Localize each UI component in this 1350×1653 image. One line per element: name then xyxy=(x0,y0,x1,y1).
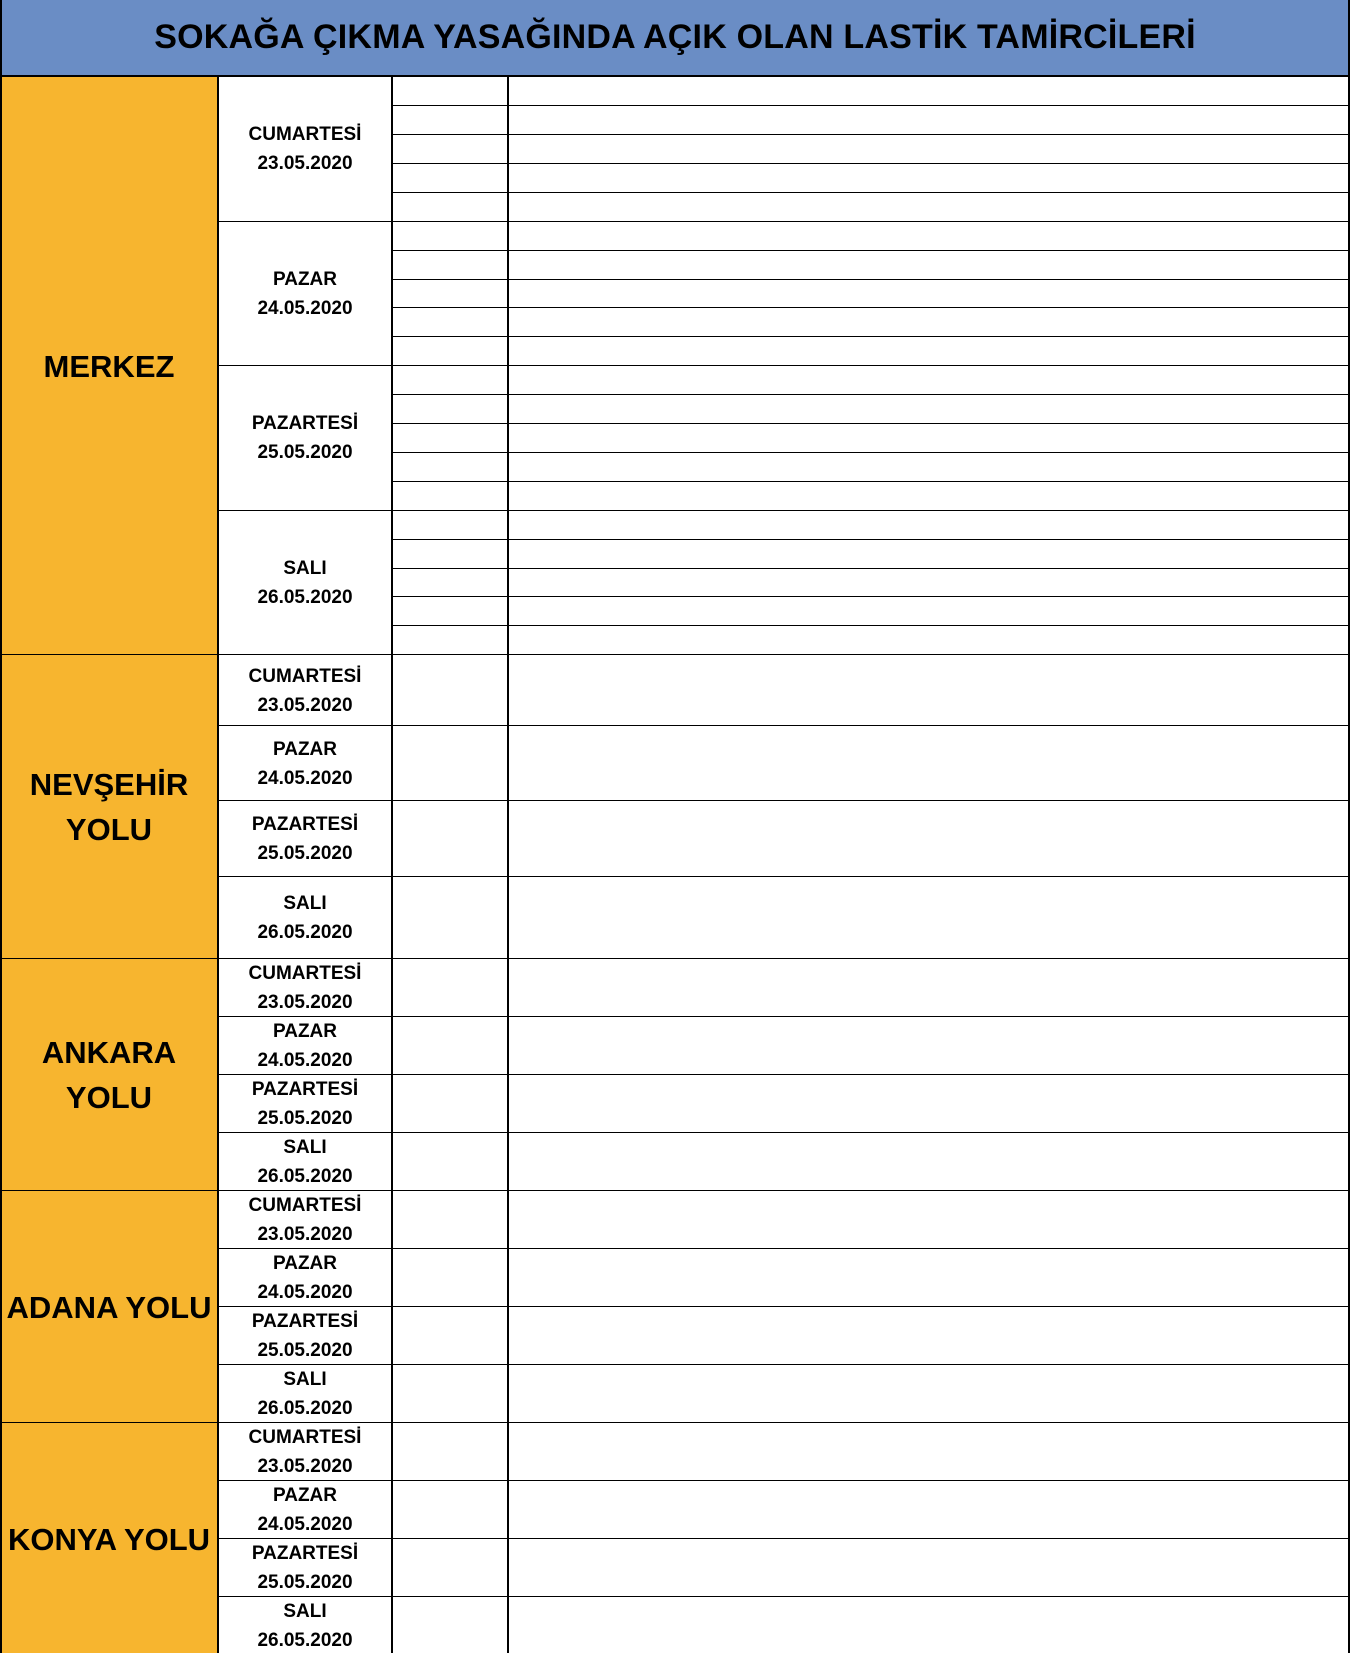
shop-number xyxy=(392,1191,508,1249)
shop-name xyxy=(508,106,1350,135)
row-divider xyxy=(218,1248,1350,1249)
day-name: PAZAR xyxy=(272,738,338,760)
day-name: PAZAR xyxy=(272,268,338,290)
shop-number xyxy=(392,726,508,801)
day-cell xyxy=(218,801,392,877)
shop-number xyxy=(392,366,508,395)
shop-name xyxy=(508,539,1350,568)
day-date: 25.05.2020 xyxy=(257,1572,353,1593)
shop-number xyxy=(392,308,508,337)
shop-name xyxy=(508,453,1350,482)
day-cell xyxy=(218,366,392,511)
day-date: 25.05.2020 xyxy=(257,843,353,864)
shop-number xyxy=(392,77,508,106)
day-cell xyxy=(218,1307,392,1365)
row-divider xyxy=(0,654,1350,655)
region-cell: ADANA YOLU xyxy=(0,1191,218,1423)
shop-number xyxy=(392,1423,508,1481)
shop-number xyxy=(392,1597,508,1653)
shop-name xyxy=(508,1075,1350,1133)
shop-number xyxy=(392,1481,508,1539)
shop-name xyxy=(508,337,1350,366)
shop-number xyxy=(392,626,508,655)
shop-number xyxy=(392,135,508,164)
shop-number xyxy=(392,164,508,193)
day-date: 26.05.2020 xyxy=(257,922,353,943)
shop-number xyxy=(392,395,508,424)
row-divider xyxy=(392,394,1350,395)
page-title: SOKAĞA ÇIKMA YASAĞINDA AÇIK OLAN LASTİK TAMİRCİLERİ xyxy=(0,0,1350,77)
day-date: 23.05.2020 xyxy=(257,153,353,175)
day-cell xyxy=(218,1365,392,1423)
shop-name xyxy=(508,279,1350,308)
shop-name xyxy=(508,726,1350,801)
day-date: 24.05.2020 xyxy=(257,1514,353,1535)
shop-name xyxy=(508,1423,1350,1481)
row-divider xyxy=(0,958,1350,959)
day-name: PAZARTESİ xyxy=(251,413,359,435)
row-divider xyxy=(392,134,1350,135)
column-divider xyxy=(0,77,2,1653)
shop-name xyxy=(508,250,1350,279)
shop-name xyxy=(508,626,1350,655)
shop-name xyxy=(508,135,1350,164)
day-cell xyxy=(218,1249,392,1307)
day-date: 26.05.2020 xyxy=(257,586,353,608)
shop-name xyxy=(508,877,1350,959)
column-divider xyxy=(507,77,509,1653)
day-cell xyxy=(218,1597,392,1653)
shop-name xyxy=(508,366,1350,395)
row-divider xyxy=(392,596,1350,597)
shop-name xyxy=(508,568,1350,597)
day-name: SALI xyxy=(283,557,327,579)
shop-name xyxy=(508,1597,1350,1653)
row-divider xyxy=(218,1364,1350,1365)
day-date: 23.05.2020 xyxy=(257,1224,353,1245)
shop-number xyxy=(392,1249,508,1307)
day-date: 26.05.2020 xyxy=(257,1166,353,1187)
region-cell: NEVŞEHİR YOLU xyxy=(0,655,218,959)
column-divider xyxy=(391,77,393,1653)
row-divider xyxy=(218,1306,1350,1307)
day-name: CUMARTESİ xyxy=(248,665,362,687)
shop-number xyxy=(392,801,508,877)
day-name: PAZAR xyxy=(272,1253,338,1274)
shop-number xyxy=(392,1075,508,1133)
row-divider xyxy=(392,192,1350,193)
region-cell: KONYA YOLU xyxy=(0,1423,218,1653)
row-divider xyxy=(392,250,1350,251)
shop-name xyxy=(508,1307,1350,1365)
day-name: PAZARTESİ xyxy=(251,814,359,835)
day-name: SALI xyxy=(283,893,327,914)
day-cell xyxy=(218,1539,392,1597)
day-cell xyxy=(218,77,392,222)
row-divider xyxy=(218,1480,1350,1481)
shop-name xyxy=(508,597,1350,626)
shop-number xyxy=(392,250,508,279)
shop-name xyxy=(508,1249,1350,1307)
shop-name xyxy=(508,959,1350,1017)
shop-name xyxy=(508,1365,1350,1423)
region-cell: MERKEZ xyxy=(0,77,218,655)
row-divider xyxy=(218,365,1350,366)
day-cell xyxy=(218,1133,392,1191)
row-divider xyxy=(0,1190,1350,1191)
day-date: 24.05.2020 xyxy=(257,1050,353,1071)
day-cell xyxy=(218,1075,392,1133)
shop-number xyxy=(392,597,508,626)
column-divider xyxy=(217,77,219,1653)
row-divider xyxy=(392,307,1350,308)
shop-name xyxy=(508,164,1350,193)
day-date: 25.05.2020 xyxy=(257,1108,353,1129)
day-date: 24.05.2020 xyxy=(257,297,353,319)
shop-number xyxy=(392,337,508,366)
shop-number xyxy=(392,424,508,453)
shop-number xyxy=(392,568,508,597)
row-divider xyxy=(218,510,1350,511)
row-divider xyxy=(392,163,1350,164)
day-date: 25.05.2020 xyxy=(257,1340,353,1361)
shop-number xyxy=(392,453,508,482)
day-name: SALI xyxy=(283,1137,327,1158)
day-name: PAZARTESİ xyxy=(251,1079,359,1100)
day-cell xyxy=(218,1423,392,1481)
day-name: PAZARTESİ xyxy=(251,1311,359,1332)
row-divider xyxy=(218,1016,1350,1017)
day-cell xyxy=(218,726,392,801)
shop-number xyxy=(392,511,508,540)
day-cell xyxy=(218,959,392,1017)
shop-number xyxy=(392,655,508,726)
row-divider xyxy=(392,539,1350,540)
day-name: PAZARTESİ xyxy=(251,1543,359,1564)
day-name: CUMARTESİ xyxy=(248,963,362,984)
shop-name xyxy=(508,77,1350,106)
row-divider xyxy=(218,876,1350,877)
day-name: CUMARTESİ xyxy=(248,1427,362,1448)
day-date: 26.05.2020 xyxy=(257,1398,353,1419)
region-cell: ANKARA YOLU xyxy=(0,959,218,1191)
day-date: 23.05.2020 xyxy=(257,694,353,716)
row-divider xyxy=(392,568,1350,569)
shop-name xyxy=(508,1539,1350,1597)
day-cell xyxy=(218,511,392,656)
shop-number xyxy=(392,482,508,511)
shop-name xyxy=(508,222,1350,251)
shop-number xyxy=(392,1365,508,1423)
shop-name xyxy=(508,801,1350,877)
row-divider xyxy=(392,625,1350,626)
row-divider xyxy=(392,279,1350,280)
day-date: 25.05.2020 xyxy=(257,442,353,464)
day-name: SALI xyxy=(283,1601,327,1622)
day-name: PAZAR xyxy=(272,1021,338,1042)
shop-name xyxy=(508,424,1350,453)
shop-name xyxy=(508,1133,1350,1191)
shop-number xyxy=(392,106,508,135)
row-divider xyxy=(392,481,1350,482)
row-divider xyxy=(218,1596,1350,1597)
shop-name xyxy=(508,1191,1350,1249)
row-divider xyxy=(218,1074,1350,1075)
row-divider xyxy=(0,1422,1350,1423)
row-divider xyxy=(392,452,1350,453)
day-name: CUMARTESİ xyxy=(248,124,362,146)
day-name: PAZAR xyxy=(272,1485,338,1506)
shop-name xyxy=(508,1017,1350,1075)
shop-name xyxy=(508,395,1350,424)
shop-number xyxy=(392,539,508,568)
day-cell xyxy=(218,1017,392,1075)
shop-number xyxy=(392,222,508,251)
day-cell xyxy=(218,655,392,726)
shop-number xyxy=(392,1133,508,1191)
day-name: CUMARTESİ xyxy=(248,1195,362,1216)
shop-number xyxy=(392,877,508,959)
shop-number xyxy=(392,1307,508,1365)
shop-name xyxy=(508,511,1350,540)
shop-number xyxy=(392,193,508,222)
day-date: 24.05.2020 xyxy=(257,767,353,789)
shop-name xyxy=(508,1481,1350,1539)
shop-number xyxy=(392,1539,508,1597)
shop-number xyxy=(392,279,508,308)
row-divider xyxy=(218,1538,1350,1539)
day-date: 23.05.2020 xyxy=(257,992,353,1013)
shop-name xyxy=(508,655,1350,726)
day-cell xyxy=(218,1191,392,1249)
day-cell xyxy=(218,877,392,959)
row-divider xyxy=(392,105,1350,106)
day-date: 26.05.2020 xyxy=(257,1630,353,1651)
day-cell xyxy=(218,1481,392,1539)
shop-number xyxy=(392,1017,508,1075)
day-cell xyxy=(218,222,392,367)
day-date: 24.05.2020 xyxy=(257,1282,353,1303)
shop-name xyxy=(508,308,1350,337)
row-divider xyxy=(218,221,1350,222)
shop-number xyxy=(392,959,508,1017)
day-name: SALI xyxy=(283,1369,327,1390)
row-divider xyxy=(218,1132,1350,1133)
day-date: 23.05.2020 xyxy=(257,1456,353,1477)
row-divider xyxy=(392,423,1350,424)
row-divider xyxy=(218,800,1350,801)
shop-name xyxy=(508,482,1350,511)
row-divider xyxy=(218,725,1350,726)
row-divider xyxy=(392,336,1350,337)
shop-name xyxy=(508,193,1350,222)
